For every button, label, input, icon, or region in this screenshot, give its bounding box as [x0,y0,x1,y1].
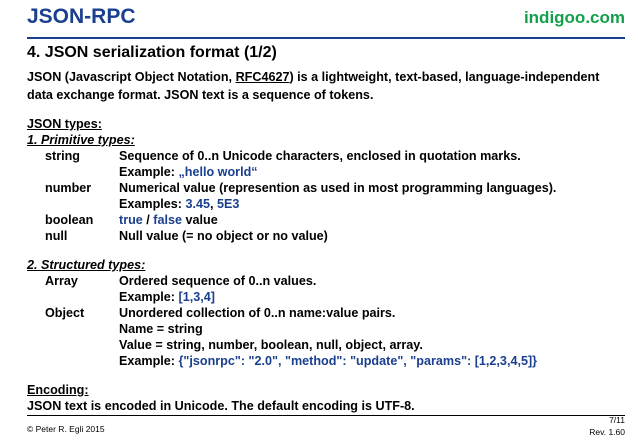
intro-text-pre: JSON (Javascript Object Notation, [27,70,236,84]
desc-null: Null value (= no object or no value) [119,229,328,243]
example-number [119,197,239,211]
example-object [119,354,537,368]
example-value: „hello world“ [178,165,258,179]
term-array: Array [45,274,78,288]
page-number: 7/11 [609,415,625,425]
intro-line-2: data exchange format. JSON text is a sequence of tokens. [27,88,374,102]
header-title: JSON-RPC [27,5,136,28]
object-value-line: Value = string, number, boolean, null, object, array. [119,338,423,352]
desc-object: Unordered collection of 0..n name:value pairs. [119,306,396,320]
term-object: Object [45,306,85,320]
term-string: string [45,149,80,163]
encoding-text: JSON text is encoded in Unicode. The default encoding is UTF-8. [27,399,415,413]
example-value: 3.45 [185,197,211,211]
term-boolean: boolean [45,213,94,227]
slide-title: 4. JSON serialization format (1/2) [27,44,277,61]
object-name-line: Name = string [119,322,203,336]
boolean-rest: value [182,213,218,227]
rfc-link[interactable]: RFC4627 [235,70,290,84]
intro-text-post: ) is a lightweight, text-based, language-independent [289,70,600,84]
example-value: [1,3,4] [178,290,215,304]
desc-number: Numerical value (represention as used in most programming languages). [119,181,557,195]
example-label: Example: [119,290,179,304]
example-value: {"jsonrpc": "2.0", "method": "update", "params": [1,2,3,4,5]} [178,354,538,368]
intro-line-1 [27,70,599,84]
boolean-true: true [119,213,143,227]
example-value: 5E3 [217,197,240,211]
example-label: Example: [119,354,179,368]
example-label: Example: [119,165,179,179]
example-string [119,165,258,179]
structured-heading: 2. Structured types: [27,258,146,272]
boolean-separator: / [142,213,154,227]
example-array [119,290,215,304]
boolean-false: false [153,213,183,227]
desc-array: Ordered sequence of 0..n values. [119,274,317,288]
example-separator: , [210,197,218,211]
desc-string: Sequence of 0..n Unicode characters, enclosed in quotation marks. [119,149,521,163]
revision: Rev. 1.60 [589,427,625,437]
footer-copyright: © Peter R. Egli 2015 [27,424,105,434]
term-null: null [45,229,68,243]
footer-divider [27,415,625,416]
header-divider [27,37,625,39]
header-brand: indigoo.com [523,8,625,27]
footer-page-info [589,414,625,438]
example-label: Examples: [119,197,186,211]
primitive-heading: 1. Primitive types: [27,133,135,147]
types-heading: JSON types: [27,117,102,131]
term-number: number [45,181,92,195]
desc-boolean [119,213,218,227]
encoding-heading: Encoding: [27,383,89,397]
